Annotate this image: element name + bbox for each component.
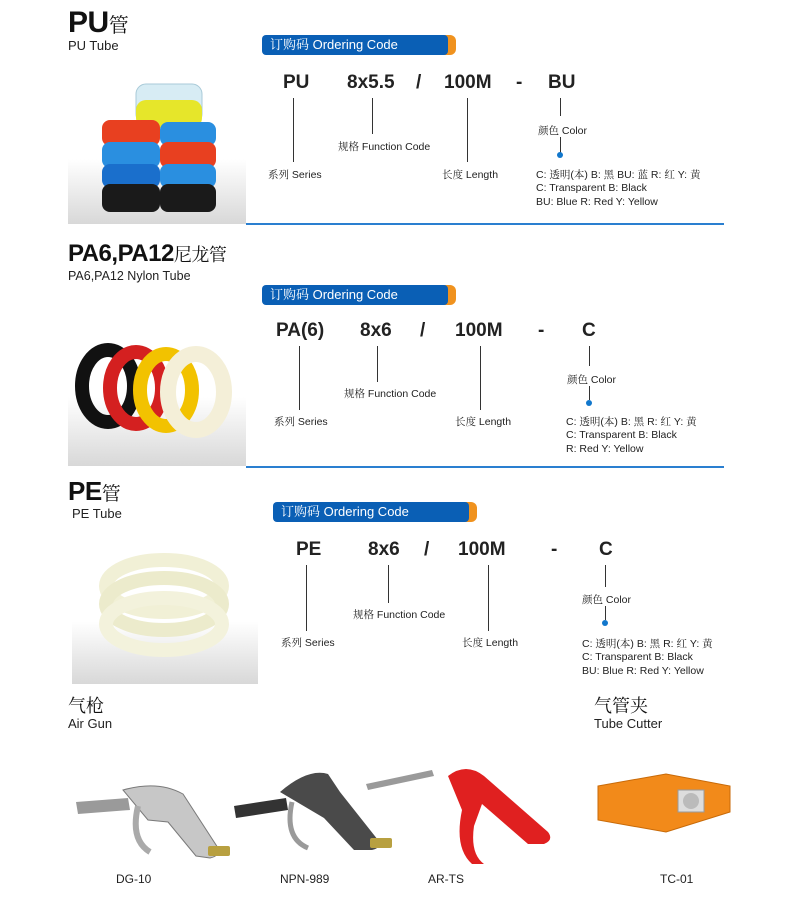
- pe-code-length: 100M: [458, 539, 506, 560]
- pe-color-line-1: C: 透明(本) B: 黑 R: 红 Y: 黄: [582, 638, 713, 650]
- dg-10-air-gun-icon: [68, 760, 238, 870]
- pa-color-line-3: R: Red Y: Yellow: [566, 443, 644, 455]
- pe-line-function: [388, 565, 389, 603]
- pu-function-label: 规格 Function Code: [338, 141, 431, 153]
- pa-code-size: 8x6: [360, 320, 392, 341]
- pu-code-length: 100M: [444, 72, 492, 93]
- pe-coil-icon: [72, 528, 258, 684]
- pu-color-line-1: C: 透明(本) B: 黑 BU: 蓝 R: 红 Y: 黄: [536, 169, 701, 181]
- pe-line-length: [488, 565, 489, 631]
- pa-code-slash: /: [420, 320, 426, 341]
- pa-title: PA6,PA12尼龙管: [68, 240, 227, 267]
- pu-color-dot: [557, 152, 563, 158]
- pe-color-line-3: BU: Blue R: Red Y: Yellow: [582, 665, 704, 677]
- pa-coils-icon: [68, 294, 246, 466]
- pu-length-label: 长度 Length: [442, 169, 499, 181]
- pa-series-label: 系列 Series: [274, 416, 328, 428]
- pe-title: PE管: [68, 476, 121, 506]
- tool-label-tc-01: TC-01: [660, 872, 694, 886]
- pe-color-line-2: [605, 606, 606, 620]
- pa-code-series: PA(6): [276, 320, 325, 341]
- banner-tail: [453, 502, 477, 522]
- ar-ts-air-gun-icon: [362, 760, 558, 870]
- divider-2: [246, 466, 724, 468]
- pe-code-series: PE: [296, 539, 322, 560]
- banner-tail: [432, 285, 456, 305]
- pa-color-dot: [586, 400, 592, 406]
- pa-function-label: 规格 Function Code: [344, 388, 437, 400]
- pe-color-line-2: C: Transparent B: Black: [582, 651, 693, 663]
- pu-code-size: 8x5.5: [347, 72, 395, 93]
- tool-label-dg-10: DG-10: [116, 872, 152, 886]
- pa-code-length: 100M: [455, 320, 503, 341]
- pu-ordering-code-banner: 订购码 Ordering Code: [262, 35, 448, 55]
- pu-series-label: 系列 Series: [268, 169, 322, 181]
- pu-line-color: [560, 98, 561, 116]
- pe-code-dash: -: [551, 539, 558, 560]
- pe-ordering-code-banner: 订购码 Ordering Code: [273, 502, 469, 522]
- pe-line-color: [605, 565, 606, 587]
- pa-tube-image: [68, 294, 246, 466]
- pa-color-label: 颜色 Color: [567, 374, 617, 386]
- pa-line-function: [377, 346, 378, 382]
- pa-code-color: C: [582, 320, 596, 341]
- pu-subtitle: PU Tube: [68, 38, 119, 53]
- pa-length-label: 长度 Length: [455, 416, 512, 428]
- pu-code-color: BU: [548, 72, 576, 93]
- pa-line-color: [589, 346, 590, 366]
- pu-code-slash: /: [416, 72, 422, 93]
- pe-series-label: 系列 Series: [281, 637, 335, 649]
- banner-tail: [432, 35, 456, 55]
- pu-code-dash: -: [516, 72, 523, 93]
- pe-color-label: 颜色 Color: [582, 594, 632, 606]
- pu-color-line-2: [560, 137, 561, 153]
- pe-line-series: [306, 565, 307, 631]
- tube-cutter-title-cn: 气管夹: [594, 696, 648, 716]
- pu-code-series: PU: [283, 72, 310, 93]
- pe-length-label: 长度 Length: [462, 637, 519, 649]
- pa-subtitle: PA6,PA12 Nylon Tube: [68, 269, 191, 283]
- tube-cutter-title-en: Tube Cutter: [594, 716, 663, 731]
- pa-code-dash: -: [538, 320, 545, 341]
- pe-code-slash: /: [424, 539, 430, 560]
- pa-line-series: [299, 346, 300, 410]
- pu-color-line-2: C: Transparent B: Black: [536, 182, 647, 194]
- air-gun-title-en: Air Gun: [68, 716, 113, 731]
- pu-line-function: [372, 98, 373, 134]
- divider-1: [246, 223, 724, 225]
- pu-coils-icon: [68, 62, 246, 224]
- pa-color-line-2: C: Transparent B: Black: [566, 429, 677, 441]
- pe-function-label: 规格 Function Code: [353, 609, 446, 621]
- pu-color-label: 颜色 Color: [538, 125, 588, 137]
- air-gun-title-cn: 气枪: [68, 696, 104, 716]
- pa-line-length: [480, 346, 481, 410]
- pe-color-dot: [602, 620, 608, 626]
- tool-label-npn-989: NPN-989: [280, 872, 330, 886]
- pa-color-line-1: C: 透明(本) B: 黑 R: 红 Y: 黄: [566, 416, 697, 428]
- tool-label-ar-ts: AR-TS: [428, 872, 464, 886]
- pu-line-length: [467, 98, 468, 162]
- pu-title: PU管: [68, 6, 129, 39]
- pu-tube-image: [68, 62, 246, 224]
- pa-color-line-2: [589, 386, 590, 400]
- pu-line-series: [293, 98, 294, 162]
- tc-01-tube-cutter-icon: [596, 770, 736, 840]
- pe-tube-image: [72, 528, 258, 684]
- pe-code-color: C: [599, 539, 613, 560]
- pu-color-line-3: BU: Blue R: Red Y: Yellow: [536, 196, 658, 208]
- pa-ordering-code-banner: 订购码 Ordering Code: [262, 285, 448, 305]
- pe-code-size: 8x6: [368, 539, 400, 560]
- pe-subtitle: PE Tube: [72, 506, 122, 521]
